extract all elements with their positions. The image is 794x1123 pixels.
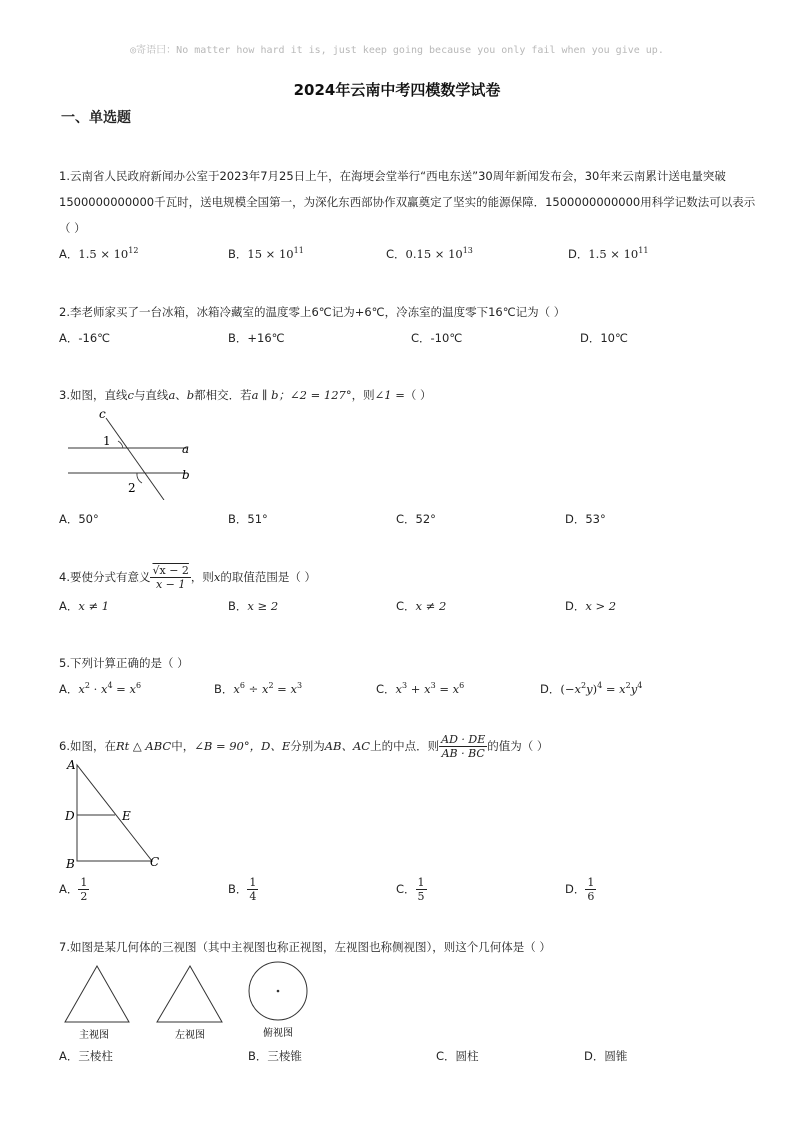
q7-option-d[interactable]: D．圆锥 bbox=[584, 1049, 628, 1063]
q3-label-b: b bbox=[182, 468, 190, 482]
q1-option-c[interactable]: C．$0.15 \times 10^{13}$ bbox=[386, 246, 473, 261]
q3-label-a: a bbox=[182, 442, 190, 456]
q4-option-b[interactable]: B．x ≥ 2 bbox=[228, 599, 279, 613]
q3-text: 3.如图，直线c与直线a、b都相交．若a ∥ b；∠2 = 127°，则∠1 =（ ） bbox=[59, 388, 432, 402]
q6-label-b: B bbox=[66, 857, 75, 871]
q2-option-d[interactable]: D．10℃ bbox=[580, 331, 628, 345]
q1-option-a[interactable]: A．$1.5 \times 10^{12}$ bbox=[59, 246, 139, 261]
q3-parallel-lines-figure bbox=[62, 404, 202, 500]
q7-label-front: 主视图 bbox=[79, 1030, 109, 1041]
q1-line3: （ ） bbox=[59, 221, 86, 235]
q3-label-c: c bbox=[99, 407, 106, 421]
q5-text: 5.下列计算正确的是（ ） bbox=[59, 656, 189, 670]
q4-option-c[interactable]: C．x ≠ 2 bbox=[396, 599, 447, 613]
q2-text: 2.李老师家买了一台冰箱，冰箱冷藏室的温度零上6℃记为+6℃，冷冻室的温度零下16℃记为（ ） bbox=[59, 305, 566, 319]
q6-label-d: D bbox=[65, 809, 75, 823]
page-title: 2024年云南中考四模数学试卷 bbox=[293, 81, 501, 99]
q7-three-views-figure bbox=[60, 958, 320, 1042]
q7-label-top: 俯视图 bbox=[263, 1028, 293, 1039]
q2-option-a[interactable]: A．-16℃ bbox=[59, 331, 111, 345]
q6-option-b[interactable]: B． $\frac{1}{4}$ bbox=[228, 876, 257, 903]
q6-triangle-figure bbox=[60, 758, 170, 872]
q7-label-side: 左视图 bbox=[175, 1030, 205, 1041]
top-view-center-dot bbox=[277, 990, 280, 993]
front-view-triangle bbox=[65, 966, 129, 1022]
q3-angle-1: 1 bbox=[103, 434, 111, 448]
q5-option-b[interactable]: B．$x^6 \div x^2 = x^3$ bbox=[214, 681, 303, 696]
q5-option-c[interactable]: C．$x^3 + x^3 = x^6$ bbox=[376, 681, 465, 696]
q6-option-a[interactable]: A． $\frac{1}{2}$ bbox=[59, 876, 88, 903]
q1-line2: 1500000000000千瓦时，送电规模全国第一，为深化东西部协作双赢奠定了坚实的能源保障．1500000000000用科学记数法可以表示 bbox=[59, 195, 756, 209]
side-view-triangle bbox=[157, 966, 222, 1022]
q3-angle-2: 2 bbox=[128, 481, 136, 495]
q1-option-b[interactable]: B．$15 \times 10^{11}$ bbox=[228, 246, 304, 261]
q1-line1: 1.云南省人民政府新闻办公室于2023年7月25日上午，在海埂会堂举行“西电东送”30周年新闻发布会，30年来云南累计送电量突破 bbox=[59, 169, 726, 183]
q7-option-b[interactable]: B．三棱锥 bbox=[248, 1049, 302, 1063]
q6-label-a: A bbox=[67, 758, 76, 772]
q4-option-d[interactable]: D．x > 2 bbox=[565, 599, 617, 613]
q4-text: 4.要使分式有意义 $\frac{√x - 2}{x - 1}$ ，则x的取值范围是（ ） bbox=[59, 564, 317, 591]
q6-label-e: E bbox=[122, 809, 131, 823]
q5-option-d[interactable]: D．$(-x^2y)^4 = x^2y^4$ bbox=[540, 681, 643, 696]
section-heading: 一、单选题 bbox=[61, 110, 131, 126]
q2-option-b[interactable]: B．+16℃ bbox=[228, 331, 285, 345]
q4-option-a[interactable]: A．x ≠ 1 bbox=[59, 599, 110, 613]
q3-option-d[interactable]: D．53° bbox=[565, 512, 606, 526]
q2-option-c[interactable]: C．-10℃ bbox=[411, 331, 463, 345]
q1-option-d[interactable]: D．$1.5 \times 10^{11}$ bbox=[568, 246, 649, 261]
q6-label-c: C bbox=[150, 855, 160, 869]
q7-option-c[interactable]: C．圆柱 bbox=[436, 1049, 479, 1063]
q3-option-c[interactable]: C．52° bbox=[396, 512, 436, 526]
q3-option-a[interactable]: A．50° bbox=[59, 512, 99, 526]
q7-option-a[interactable]: A．三棱柱 bbox=[59, 1049, 113, 1063]
q6-text: 6.如图，在Rt △ ABC中，∠B = 90°，D、E分别为AB、AC上的中点．则 $\frac{AD \cdot DE}{AB \cdot BC}$ 的值为（ ） bbox=[59, 733, 549, 760]
q6-option-d[interactable]: D． $\frac{1}{6}$ bbox=[565, 876, 595, 903]
q6-option-c[interactable]: C． $\frac{1}{5}$ bbox=[396, 876, 425, 903]
q5-option-a[interactable]: A．$x^2 \cdot x^4 = x^6$ bbox=[59, 681, 142, 696]
q3-option-b[interactable]: B．51° bbox=[228, 512, 268, 526]
q7-text: 7.如图是某几何体的三视图（其中主视图也称正视图，左视图也称侧视图），则这个几何体是（ ） bbox=[59, 940, 551, 954]
motto-header: ◎寄语曰：No matter how hard it is, just keep going because you only fail when you give up. bbox=[130, 45, 664, 56]
